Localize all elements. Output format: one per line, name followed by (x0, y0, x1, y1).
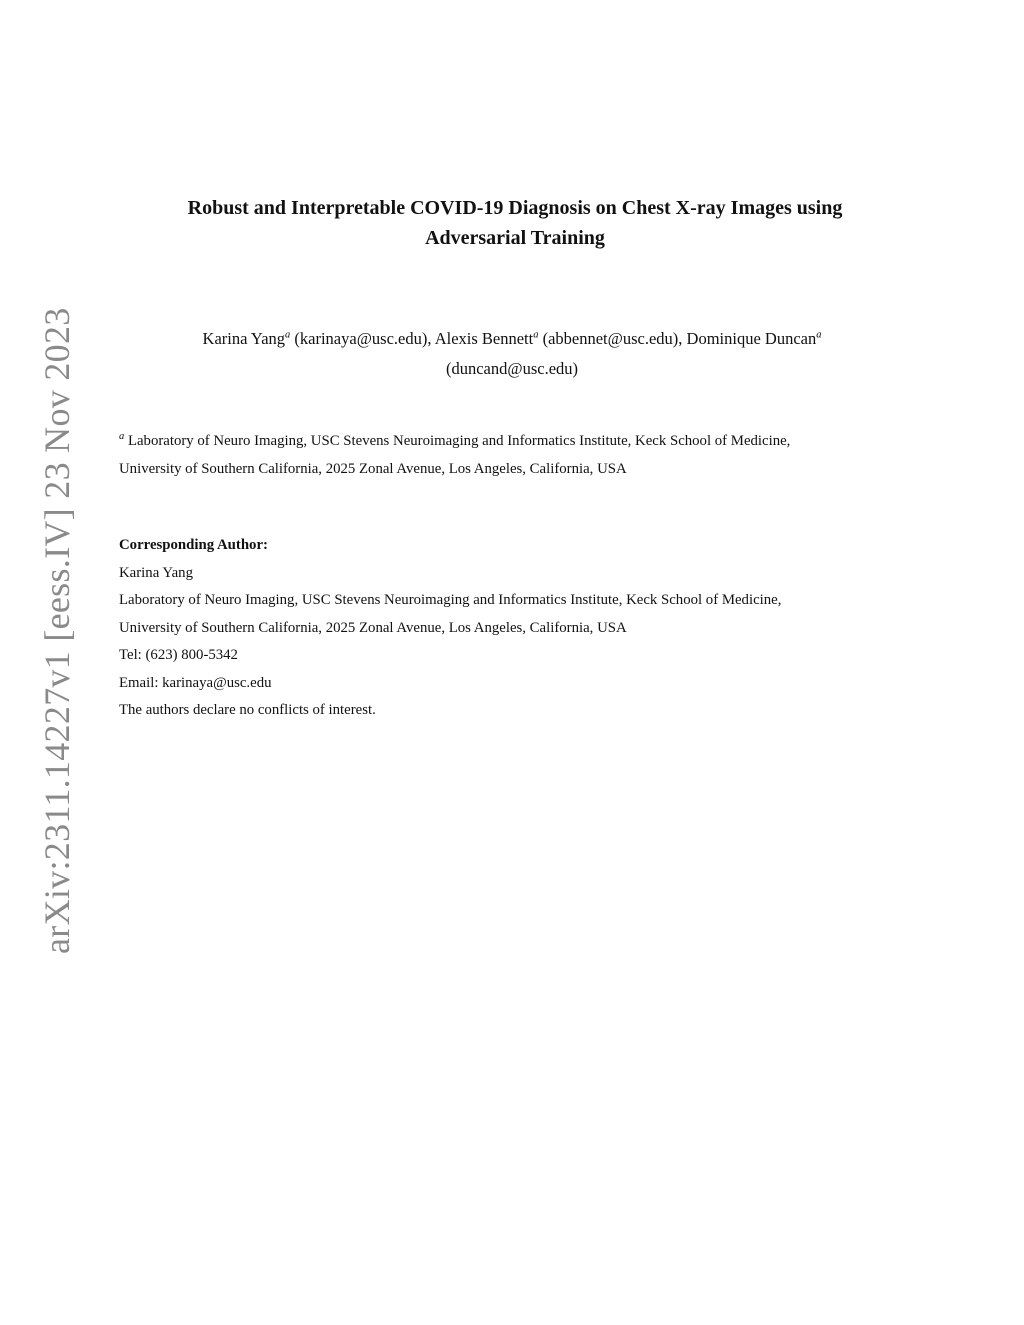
affiliation-marker: a (533, 329, 539, 341)
corresponding-author-block (119, 532, 919, 725)
affiliation-marker: a (119, 431, 125, 443)
corresponding-name: Karina Yang (119, 564, 193, 581)
affiliation-text: Laboratory of Neuro Imaging, USC Stevens Neuroimaging and Informatics Institute, Keck School of Medicine, (127, 433, 791, 449)
affiliation-line-1 (119, 428, 919, 456)
author-name: Alexis Bennett (434, 329, 534, 348)
title-line-1: Robust and Interpretable COVID-19 Diagnosis on Chest X-ray Images using (187, 197, 843, 219)
affiliation-block (119, 428, 919, 483)
affiliation-marker: a (816, 329, 822, 341)
corresponding-telephone: Tel: (623) 800-5342 (119, 647, 238, 663)
author-name: Karina Yang (202, 329, 286, 348)
author-list (100, 324, 924, 384)
corresponding-email: Email: karinaya@usc.edu (119, 674, 272, 691)
arxiv-identifier-stamp: arXiv:2311.14227v1 [eess.IV] 23 Nov 2023 (37, 307, 77, 954)
corresponding-address-line-2: University of Southern California, 2025 Zonal Avenue, Los Angeles, California, USA (119, 619, 627, 636)
author-line-1 (100, 324, 924, 354)
conflict-of-interest-statement: The authors declare no conflicts of interest. (119, 702, 376, 718)
author-email: (karinaya@usc.edu), (294, 329, 432, 348)
corresponding-heading: Corresponding Author: (119, 537, 268, 553)
title-line-2: Adversarial Training (425, 227, 605, 249)
corresponding-address-line-1: Laboratory of Neuro Imaging, USC Stevens Neuroimaging and Informatics Institute, Keck School of Medicine, (119, 592, 782, 608)
author-email: (abbennet@usc.edu), (542, 329, 683, 348)
author-email: (duncand@usc.edu) (445, 359, 579, 378)
affiliation-marker: a (285, 329, 291, 341)
author-line-2 (100, 354, 924, 384)
author-name: Dominique Duncan (686, 329, 817, 348)
affiliation-line-2: University of Southern California, 2025 Zonal Avenue, Los Angeles, California, USA (119, 460, 627, 477)
paper-title (100, 193, 930, 253)
